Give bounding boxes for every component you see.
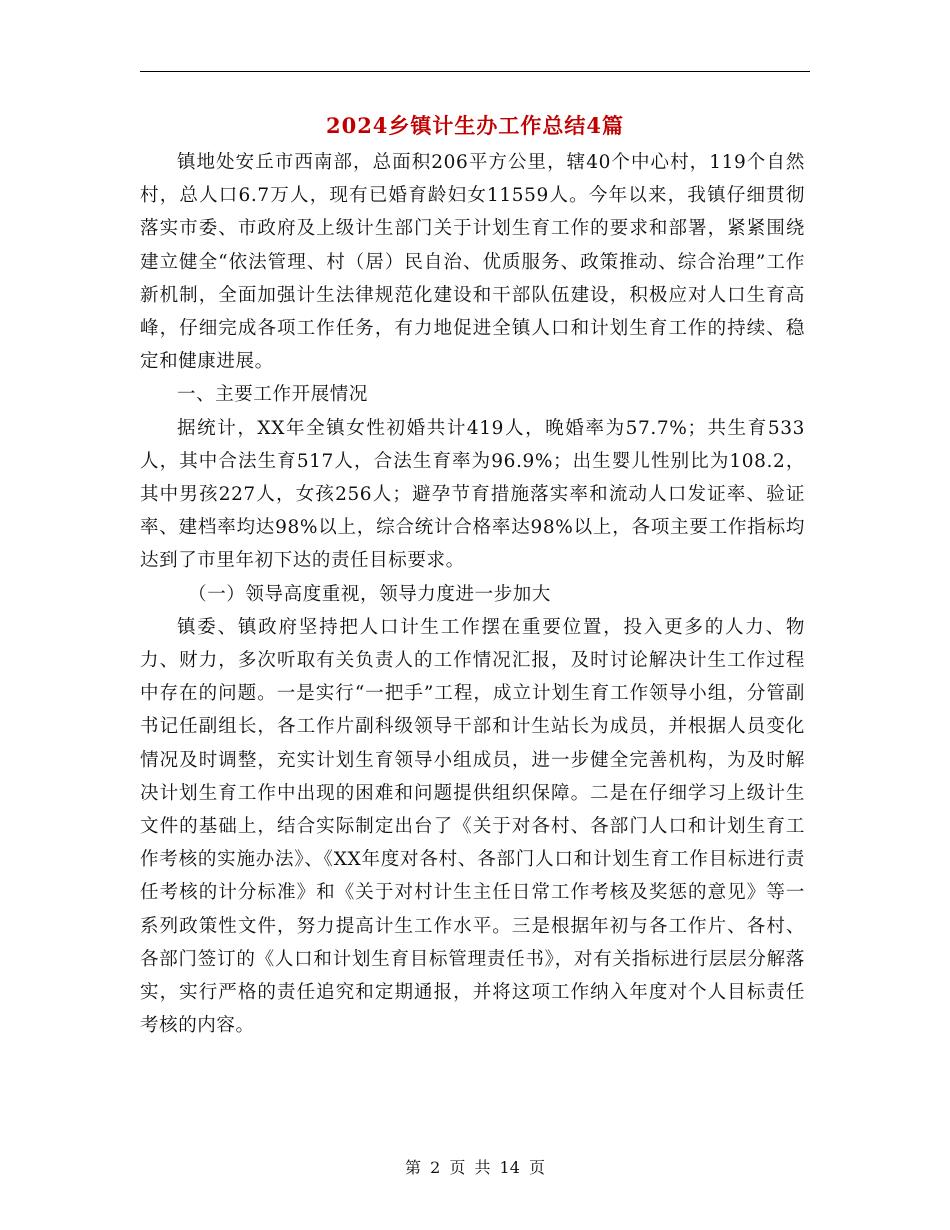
intro-paragraph: 镇地处安丘市西南部，总面积206平方公里，辖40个中心村，119个自然村，总人口6.7万人，现有已婚育龄妇女11559人。今年以来，我镇仔细贯彻落实市委、市政府及上级计生部门关于计划生育工作的要求和部署，紧紧围绕建立健全“依法管理、村（居）民自治、优质服务、政策推动、综合治理”工作新机制，全面加强计生法律规范化建设和干部队伍建设，积极应对人口生育高峰，仔细完成各项工作任务，有力地促进全镇人口和计划生育工作的持续、稳定和健康进展。: [140, 152, 805, 373]
section-heading: 一、主要工作开展情况: [177, 384, 369, 406]
header-rule: [140, 71, 810, 72]
subsection-paragraph: 镇委、镇政府坚持把人口计生工作摆在重要位置，投入更多的人力、物力、财力，多次听取有关负责人的工作情况汇报，及时讨论解决计生工作过程中存在的问题。一是实行“一把手”工程，成立计划生育工作领导小组，分管副书记任副组长，各工作片副科级领导干部和计生站长为成员，并根据人员变化情况及时调整，充实计划生育领导小组成员，进一步健全完善机构，为及时解决计划生育工作中出现的困难和问题提供组织保障。二是在仔细学习上级计生文件的基础上，结合实际制定出台了《关于对各村、各部门人口和计划生育工作考核的实施办法》、《XX年度对各村、各部门人口和计划生育工作目标进行责任考核的计分标准》和《关于对村计生主任日常工作考核及奖惩的意见》等一系列政策性文件，努力提高计生工作水平。三是根据年初与各工作片、各村、各部门签订的《人口和计划生育目标管理责任书》，对有关指标进行层层分解落实，实行严格的责任追究和定期通报，并将这项工作纳入年度对个人目标责任考核的内容。: [140, 616, 805, 1037]
subsection-heading: （一）领导高度重视，领导力度进一步加大: [188, 583, 551, 605]
statistics-paragraph: 据统计，XX年全镇女性初婚共计419人，晚婚率为57.7%；共生育533人，其中合法生育517人，合法生育率为96.9%；出生婴儿性别比为108.2，其中男孩227人，女孩256人；避孕节育措施落实率和流动人口发证率、验证率、建档率均达98%以上，综合统计合格率达98%以上，各项主要工作指标均达到了市里年初下达的责任目标要求。: [140, 417, 805, 572]
document-title: 2024乡镇计生办工作总结4篇: [325, 113, 625, 138]
document-body: [140, 146, 805, 1042]
page-number: 第 2 页 共 14 页: [405, 1158, 545, 1177]
